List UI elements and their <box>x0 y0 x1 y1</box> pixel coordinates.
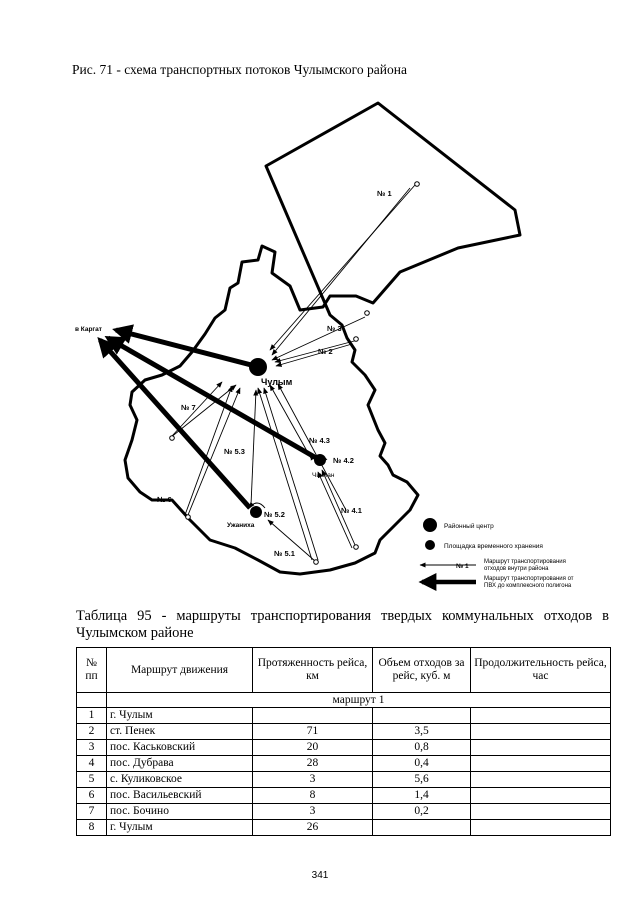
routes-table <box>76 647 611 836</box>
table-group-row <box>77 693 611 708</box>
route-41-label: № 4.1 <box>341 506 362 515</box>
cell-num: 7 <box>77 804 107 820</box>
internal-routes <box>170 185 415 561</box>
cell-volume: 3,5 <box>373 724 471 740</box>
cell-route: с. Куликовское <box>107 772 253 788</box>
table-row <box>77 724 611 740</box>
cell-length: 3 <box>253 804 373 820</box>
header-route: Маршрут движения <box>107 648 253 693</box>
table-row <box>77 740 611 756</box>
legend-route-pvh-1: Маршрут транспортирования от <box>484 576 574 582</box>
route-pvh-uzhaniha-kargat <box>100 340 250 508</box>
route-1-label: № 1 <box>377 189 392 198</box>
cell-route: г. Чулым <box>107 820 253 836</box>
group-label: маршрут 1 <box>107 693 611 708</box>
table-row <box>77 708 611 724</box>
table-caption: Таблица 95 - маршруты транспортирования твердых коммунальных отходов в Чулымском районе <box>76 608 609 641</box>
cell-length: 71 <box>253 724 373 740</box>
table-row <box>77 772 611 788</box>
page-number: 341 <box>311 870 329 881</box>
cell-route: пос. Бочино <box>107 804 253 820</box>
chikman-temp-storage <box>314 454 326 466</box>
chulym-label: Чулым <box>261 377 293 387</box>
legend-route-inside-2: отходов внутри района <box>484 566 549 572</box>
cell-volume: 5,6 <box>373 772 471 788</box>
uzhaniha-label: Ужаниха <box>227 522 255 529</box>
route-53-label: № 5.3 <box>224 447 245 456</box>
legend-district-center-symbol <box>423 518 437 532</box>
map-legend <box>420 518 574 589</box>
cell-length <box>253 708 373 724</box>
chulym-district-center <box>249 358 267 376</box>
cell-num: 2 <box>77 724 107 740</box>
cell-num: 4 <box>77 756 107 772</box>
kargat-label: в Каргат <box>75 326 102 333</box>
cell-duration <box>471 724 611 740</box>
cell-duration <box>471 756 611 772</box>
legend-temp-storage: Площадка временного хранения <box>444 543 543 550</box>
uzhaniha-temp-storage <box>250 506 262 518</box>
cell-num: 6 <box>77 788 107 804</box>
cell-length: 26 <box>253 820 373 836</box>
district-boundary <box>125 103 520 574</box>
header-duration: Продолжительность рейса, час <box>471 648 611 693</box>
cell-duration <box>471 708 611 724</box>
route-2-label: № 2 <box>318 347 333 356</box>
cell-route: ст. Пенек <box>107 724 253 740</box>
header-volume: Объем отходов за рейс, куб. м <box>373 648 471 693</box>
legend-route-pvh-2: ПВХ до комплексного полигона <box>484 583 572 589</box>
table-row <box>77 788 611 804</box>
table-row <box>77 820 611 836</box>
cell-volume: 0,8 <box>373 740 471 756</box>
cell-duration <box>471 820 611 836</box>
route-43-label: № 4.3 <box>309 436 330 445</box>
cell-length: 20 <box>253 740 373 756</box>
table-header-row <box>77 648 611 693</box>
cell-num: 5 <box>77 772 107 788</box>
figure-caption: Рис. 71 - схема транспортных потоков Чулымского района <box>72 62 407 77</box>
table-row <box>77 756 611 772</box>
cell-volume: 0,2 <box>373 804 471 820</box>
cell-length: 3 <box>253 772 373 788</box>
cell-length: 8 <box>253 788 373 804</box>
cell-duration <box>471 788 611 804</box>
cell-num: 1 <box>77 708 107 724</box>
cell-num: 8 <box>77 820 107 836</box>
header-num: № пп <box>77 648 107 693</box>
cell-duration <box>471 804 611 820</box>
route-3-label: № 3 <box>327 324 342 333</box>
cell-route: пос. Дубрава <box>107 756 253 772</box>
chikman-label: Чикман <box>312 472 335 479</box>
cell-num: 3 <box>77 740 107 756</box>
cell-route: г. Чулым <box>107 708 253 724</box>
cell-length: 28 <box>253 756 373 772</box>
station-markers <box>170 182 420 565</box>
header-length: Протяженность рейса, км <box>253 648 373 693</box>
route-42-label: № 4.2 <box>333 456 354 465</box>
cell-route: пос. Васильевский <box>107 788 253 804</box>
legend-district-center: Районный центр <box>444 523 494 530</box>
legend-route-num: № 1 <box>456 563 469 570</box>
cell-duration <box>471 772 611 788</box>
cell-volume: 1,4 <box>373 788 471 804</box>
cell-volume <box>373 708 471 724</box>
cell-route: пос. Каськовский <box>107 740 253 756</box>
cell-volume: 0,4 <box>373 756 471 772</box>
cell-volume <box>373 820 471 836</box>
table-row <box>77 804 611 820</box>
route-51-label: № 5.1 <box>274 549 295 558</box>
legend-temp-storage-symbol <box>425 540 435 550</box>
route-6-label: № 6 <box>157 495 172 504</box>
route-52-label: № 5.2 <box>264 510 285 519</box>
route-7-label: № 7 <box>181 403 196 412</box>
legend-route-inside-1: Маршрут транспортирования <box>484 559 566 565</box>
cell-duration <box>471 740 611 756</box>
